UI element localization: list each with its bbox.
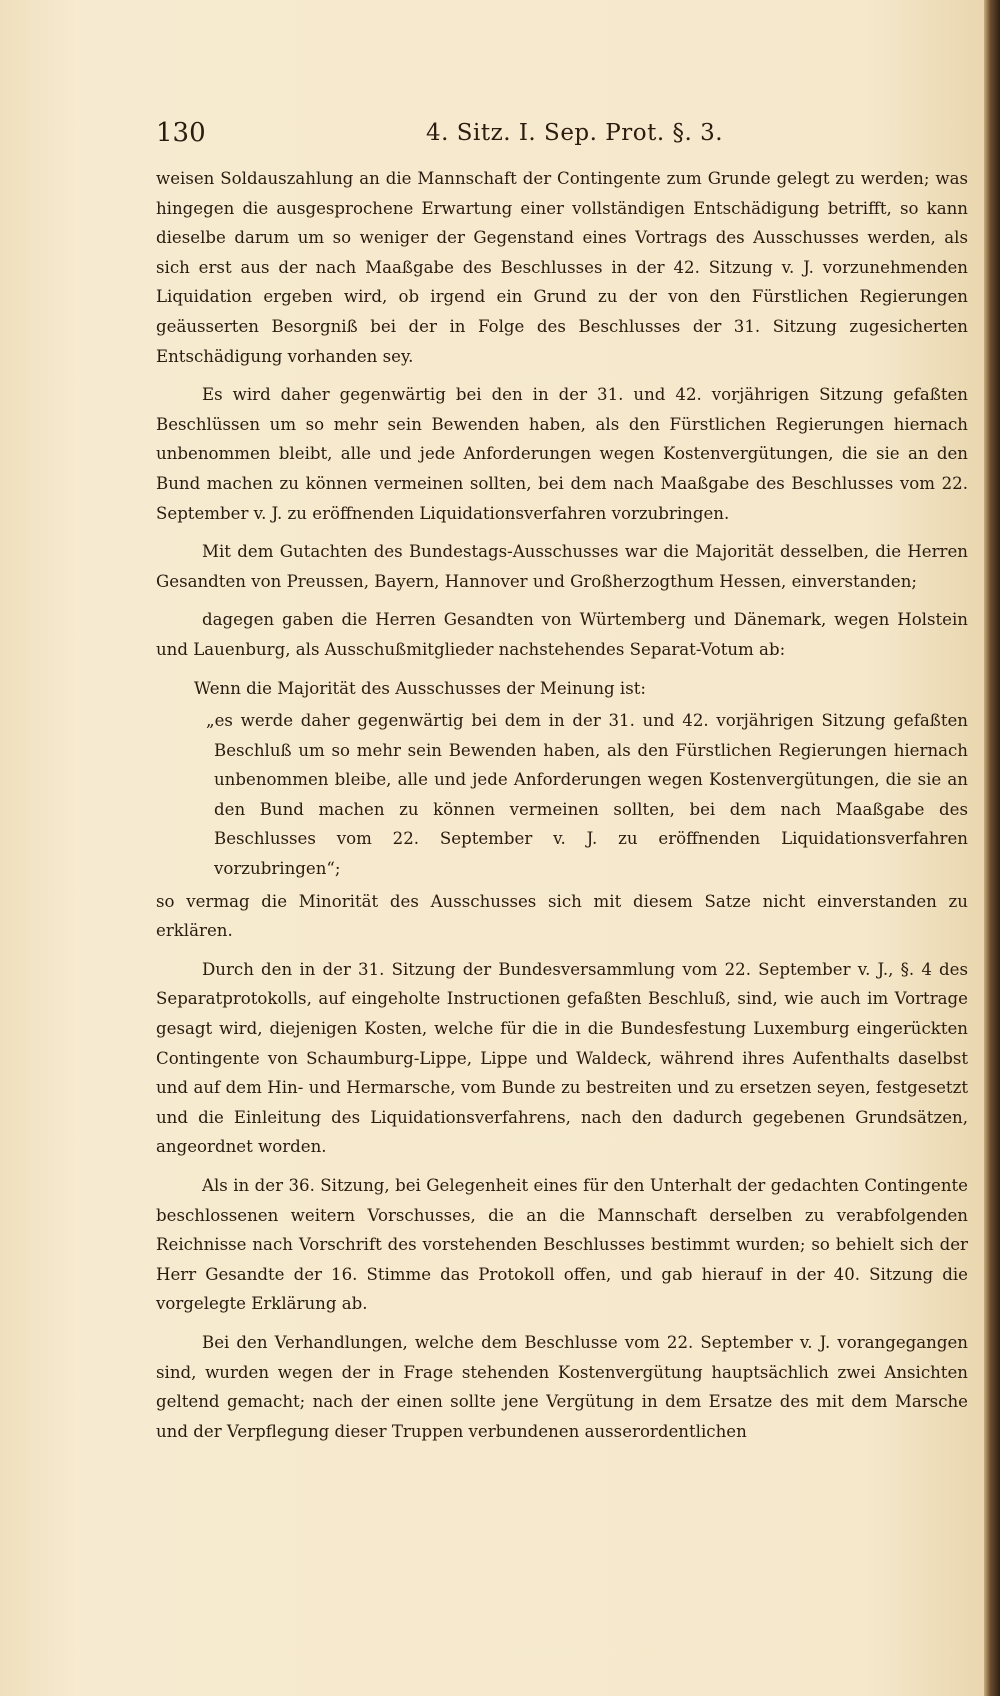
paragraph: Mit dem Gutachten des Bundestags-Ausschusses war die Majorität desselben, die Herren Gesandten von Preussen, Bayern, Hannover und Großherzogthum Hessen, einverstanden; bbox=[156, 542, 968, 591]
page-number: 130 bbox=[156, 118, 206, 148]
quoted-passage: „es werde daher gegenwärtig bei dem in der 31. und 42. vorjährigen Sitzung gefaßten Beschluß um so mehr sein Bewenden haben, als den Fürstlichen Regierungen hiernach unbenommen bleibe, alle und jede Anforderungen wegen Kostenvergütungen, die sie an den Bund machen zu können vermeinen sollten, bei dem nach Maaßgabe des Beschlusses vom 22. September v. J. zu eröffnenden Liquidationsverfahren vorzubringen“; bbox=[206, 711, 968, 879]
page-body bbox=[156, 164, 968, 1446]
paragraph: Es wird daher gegenwärtig bei den in der 31. und 42. vorjährigen Sitzung gefaßten Beschlüssen um so mehr sein Bewenden haben, als den Fürstlichen Regierungen hiernach unbenommen bleibt, alle und jede Anforderungen wegen Kostenvergütungen, die sie an den Bund machen zu können vermeinen sollten, bei dem nach Maaßgabe des Beschlusses vom 22. September v. J. zu eröffnenden Liquidationsverfahren vorzubringen. bbox=[156, 385, 968, 523]
page-header bbox=[156, 118, 966, 154]
paragraph: Als in der 36. Sitzung, bei Gelegenheit eines für den Unterhalt der gedachten Contingente beschlossenen weitern Vorschusses, die an die Mannschaft derselben zu verabfolgenden Reichnisse nach Vorschrift des vorstehenden Beschlusses bestimmt wurden; so behielt sich der Herr Gesandte der 16. Stimme das Protokoll offen, und gab hierauf in der 40. Sitzung die vorgelegte Erklärung ab. bbox=[156, 1176, 968, 1314]
votum-intro: Wenn die Majorität des Ausschusses der Meinung ist: bbox=[194, 678, 647, 698]
paragraph: dagegen gaben die Herren Gesandten von Würtemberg und Dänemark, wegen Holstein und Lauenburg, als Ausschußmitglieder nachstehendes Separat-Votum ab: bbox=[156, 610, 968, 659]
paragraph: weisen Soldauszahlung an die Mannschaft der Contingente zum Grunde gelegt zu werden; was hingegen die ausgesprochene Erwartung einer vollständigen Entschädigung betrifft, so kann dieselbe darum um so weniger der Gegenstand eines Vortrags des Ausschusses werden, als sich erst aus der nach Maaßgabe des Beschlusses in der 42. Sitzung v. J. vorzunehmenden Liquidation ergeben wird, ob irgend ein Grund zu der von den Fürstlichen Regierungen geäusserten Besorgniß bei der in Folge des Beschlusses der 31. Sitzung zugesicherten Entschädigung vorhanden sey. bbox=[156, 169, 968, 366]
paragraph: so vermag die Minorität des Ausschusses sich mit diesem Satze nicht einverstanden zu erklären. bbox=[156, 891, 968, 941]
page-edge bbox=[984, 0, 1000, 1696]
running-title: 4. Sitz. I. Sep. Prot. §. 3. bbox=[426, 120, 724, 146]
paragraph: Durch den in der 31. Sitzung der Bundesversammlung vom 22. September v. J., §. 4 des Separatprotokolls, auf eingeholte Instructionen gefaßten Beschluß, sind, wie auch im Vortrage gesagt wird, diejenigen Kosten, welche für die in die Bundesfestung Luxemburg eingerückten Contingente von Schaumburg-Lippe, Lippe und Waldeck, während ihres Aufenthalts daselbst und auf dem Hin- und Hermarsche, vom Bunde zu bestreiten und zu ersetzen seyen, festgesetzt und die Einleitung des Liquidationsverfahrens, nach den dadurch gegebenen Grundsätzen, angeordnet worden. bbox=[156, 959, 968, 1157]
paragraph: Bei den Verhandlungen, welche dem Beschlusse vom 22. September v. J. vorangegangen sind, wurden wegen der in Frage stehenden Kostenvergütung hauptsächlich zwei Ansichten geltend gemacht; nach der einen sollte jene Vergütung in dem Ersatze des mit dem Marsche und der Verpflegung dieser Truppen verbundenen ausserordentlichen bbox=[156, 1332, 968, 1441]
